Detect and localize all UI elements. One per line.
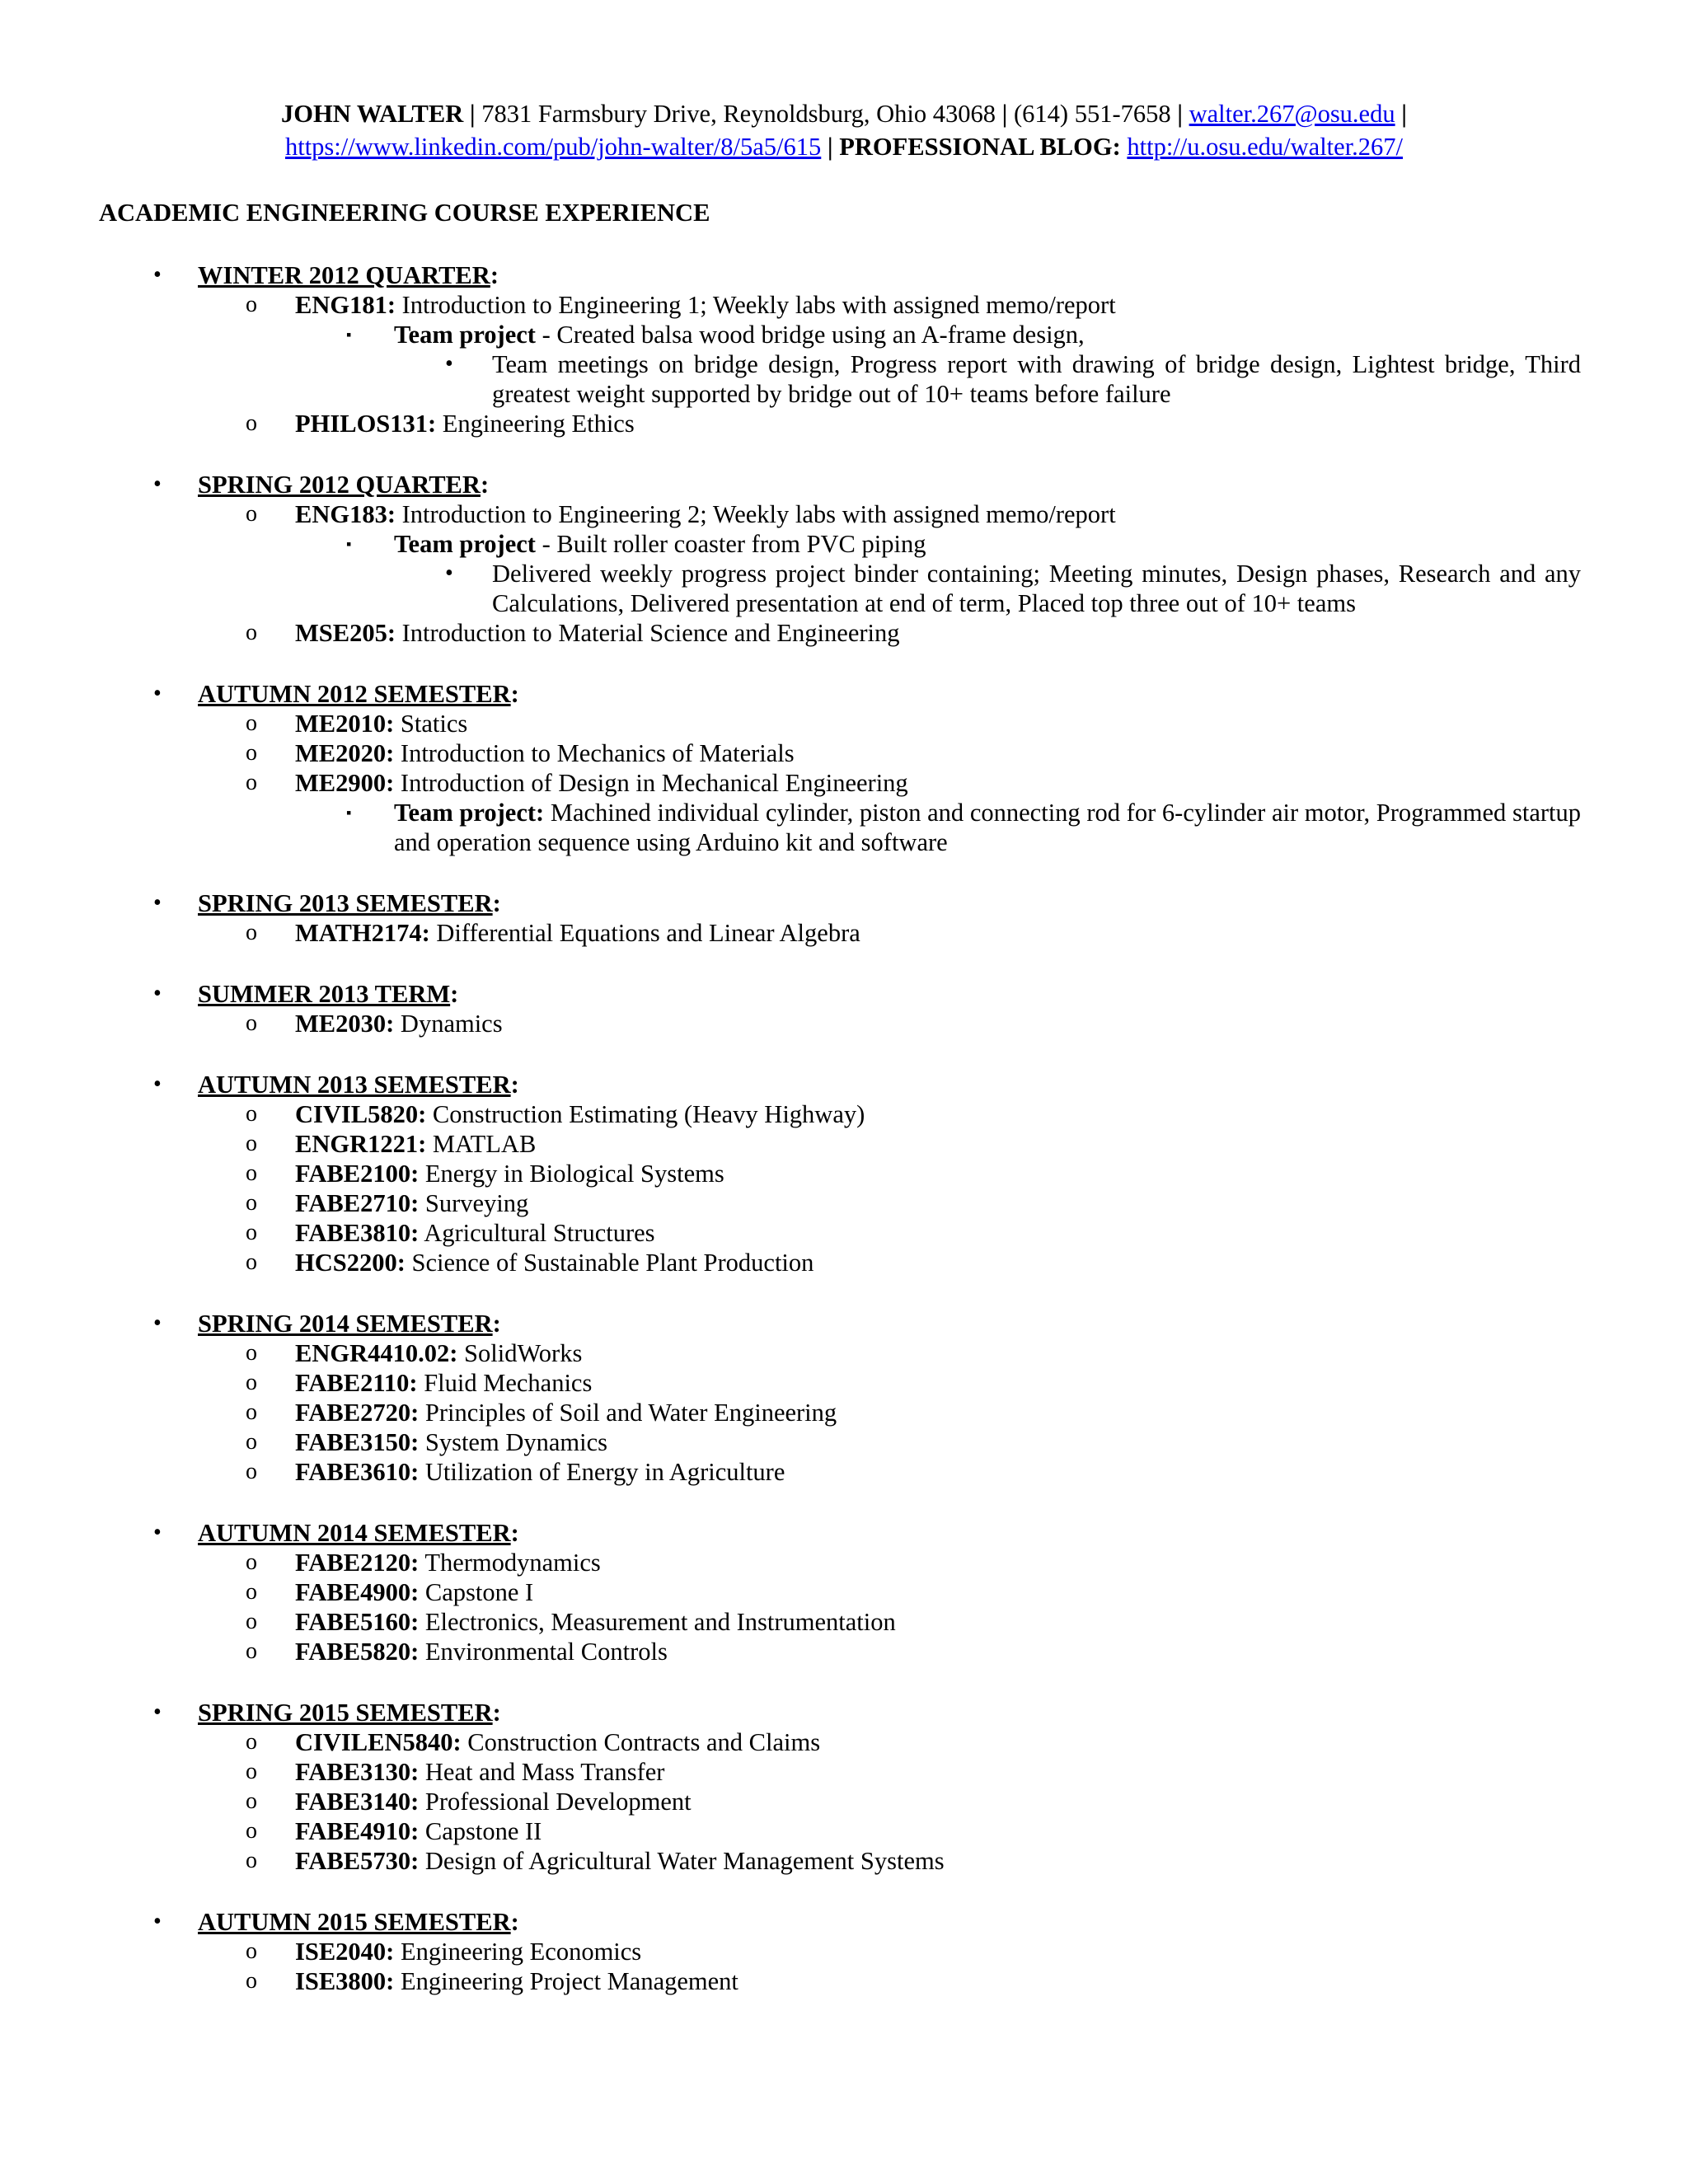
course-description: Dynamics: [394, 1010, 503, 1038]
course-code: FABE5730:: [295, 1847, 420, 1875]
course-description: Surveying: [419, 1189, 529, 1217]
term-section: [0, 1518, 1688, 1666]
project-text: Machined individual cylinder, piston and connecting rod for 6-cylinder air motor, Programmed startup and operation sequence using Arduino kit and software: [394, 799, 1581, 856]
circle-bullet-icon: o: [246, 1938, 257, 1964]
course-item: [0, 1457, 1688, 1487]
contact-line-1: [0, 97, 1688, 130]
circle-bullet-icon: o: [246, 1370, 257, 1395]
blog-link[interactable]: http://u.osu.edu/walter.267/: [1127, 133, 1404, 161]
detail-text: Team meetings on bridge design, Progress report with drawing of bridge design, Lightest bridge, Third greatest weight supported by bridge out of 10+ teams before failure: [492, 350, 1581, 408]
course-code: HCS2200:: [295, 1249, 406, 1277]
team-project: [0, 798, 1688, 857]
circle-bullet-icon: o: [246, 1549, 257, 1575]
circle-bullet-icon: o: [246, 620, 257, 645]
course-description: Thermodynamics: [419, 1549, 601, 1577]
bullet-icon: •: [153, 890, 162, 916]
course-item: [0, 1637, 1688, 1666]
project-text: - Created balsa wood bridge using an A-frame design,: [535, 321, 1085, 349]
course-code: MSE205:: [295, 619, 396, 647]
course-item: [0, 1129, 1688, 1159]
course-item: [0, 290, 1688, 320]
term-colon: :: [492, 889, 501, 917]
course-code: ME2030:: [295, 1010, 395, 1038]
course-description: Science of Sustainable Plant Production: [405, 1249, 814, 1277]
course-item: [0, 918, 1688, 948]
square-bullet-icon: ▪: [346, 536, 352, 552]
course-item: [0, 738, 1688, 768]
project-text: - Built roller coaster from PVC piping: [535, 530, 926, 558]
course-item: [0, 499, 1688, 529]
circle-bullet-icon: o: [246, 770, 257, 795]
bullet-icon: •: [153, 1071, 162, 1097]
project-label: Team project: [394, 530, 536, 558]
separator: |: [469, 100, 476, 128]
course-description: Introduction to Engineering 2; Weekly labs with assigned memo/report: [396, 500, 1116, 528]
course-code: FABE3130:: [295, 1758, 420, 1786]
course-description: Statics: [394, 710, 468, 738]
separator: |: [1177, 100, 1183, 128]
course-code: ISE2040:: [295, 1938, 395, 1966]
circle-bullet-icon: o: [246, 1818, 257, 1844]
term-heading: [0, 979, 1688, 1009]
course-description: SolidWorks: [457, 1339, 583, 1367]
course-description: Engineering Economics: [394, 1938, 642, 1966]
contact-header: [0, 97, 1688, 163]
bullet-icon: •: [153, 1520, 162, 1545]
contact-line-2: [0, 130, 1688, 163]
course-item: [0, 1727, 1688, 1757]
circle-bullet-icon: o: [246, 1131, 257, 1156]
term-label: SPRING 2012 QUARTER: [198, 471, 481, 499]
circle-bullet-icon: o: [246, 1788, 257, 1814]
course-item: [0, 1368, 1688, 1398]
course-description: MATLAB: [426, 1130, 537, 1158]
project-label: Team project:: [394, 799, 545, 827]
circle-bullet-icon: o: [246, 410, 257, 436]
project-label: Team project: [394, 321, 536, 349]
term-label: AUTUMN 2015 SEMESTER: [198, 1908, 511, 1936]
circle-bullet-icon: o: [246, 920, 257, 945]
course-code: PHILOS131:: [295, 410, 437, 438]
course-code: FABE4910:: [295, 1817, 420, 1845]
course-description: Capstone II: [419, 1817, 542, 1845]
course-item: [0, 1816, 1688, 1846]
course-code: ENG183:: [295, 500, 396, 528]
term-colon: :: [510, 1908, 519, 1936]
course-description: Professional Development: [419, 1788, 692, 1816]
course-item: [0, 1577, 1688, 1607]
course-code: ENGR1221:: [295, 1130, 427, 1158]
course-code: FABE3610:: [295, 1458, 420, 1486]
course-code: ISE3800:: [295, 1967, 395, 1995]
detail-text: Delivered weekly progress project binder containing; Meeting minutes, Design phases, Research and any Calculations, Delivered presentation at end of term, Placed top three out of 10+ teams: [492, 560, 1581, 617]
course-code: CIVILEN5840:: [295, 1728, 462, 1756]
linkedin-link[interactable]: https://www.linkedin.com/pub/john-walter/8/5a5/615: [284, 133, 822, 161]
term-colon: :: [492, 1310, 501, 1338]
circle-bullet-icon: o: [246, 1459, 257, 1484]
course-sections: [0, 260, 1688, 2027]
course-description: Introduction to Engineering 1; Weekly labs with assigned memo/report: [396, 291, 1116, 319]
separator: |: [827, 133, 833, 161]
course-item: [0, 618, 1688, 648]
bullet-icon: •: [445, 560, 453, 586]
term-heading: [0, 679, 1688, 709]
bullet-icon: •: [153, 1310, 162, 1336]
course-code: FABE2110:: [295, 1369, 418, 1397]
course-item: [0, 1937, 1688, 1966]
course-code: FABE2710:: [295, 1189, 420, 1217]
course-description: Heat and Mass Transfer: [419, 1758, 665, 1786]
term-label: SUMMER 2013 TERM: [198, 980, 451, 1008]
course-item: [0, 709, 1688, 738]
course-description: Construction Estimating (Heavy Highway): [426, 1100, 865, 1128]
bullet-icon: •: [153, 681, 162, 706]
course-code: ME2020:: [295, 739, 395, 767]
course-description: System Dynamics: [419, 1428, 607, 1456]
course-item: [0, 1188, 1688, 1218]
term-colon: :: [490, 261, 499, 289]
term-section: [0, 979, 1688, 1038]
course-item: [0, 1427, 1688, 1457]
term-colon: :: [480, 471, 490, 499]
course-code: ENGR4410.02:: [295, 1339, 458, 1367]
term-heading: [0, 1698, 1688, 1727]
course-description: Differential Equations and Linear Algebra: [429, 919, 860, 947]
circle-bullet-icon: o: [246, 1340, 257, 1366]
circle-bullet-icon: o: [246, 1220, 257, 1245]
bullet-icon: •: [153, 1909, 162, 1934]
course-item: [0, 1159, 1688, 1188]
term-colon: :: [510, 1071, 519, 1099]
project-detail: [0, 559, 1688, 618]
course-description: Introduction to Material Science and Engineering: [396, 619, 900, 647]
course-code: ENG181:: [295, 291, 396, 319]
course-description: Agricultural Structures: [419, 1219, 655, 1247]
term-label: SPRING 2013 SEMESTER: [198, 889, 493, 917]
square-bullet-icon: ▪: [346, 326, 352, 343]
circle-bullet-icon: o: [246, 1638, 257, 1664]
course-description: Introduction of Design in Mechanical Engineering: [394, 769, 908, 797]
term-section: [0, 679, 1688, 857]
course-code: ME2010:: [295, 710, 395, 738]
circle-bullet-icon: o: [246, 1429, 257, 1455]
address: 7831 Farmsbury Drive, Reynoldsburg, Ohio 43068: [481, 100, 996, 128]
circle-bullet-icon: o: [246, 1010, 257, 1036]
circle-bullet-icon: o: [246, 1848, 257, 1873]
course-description: Utilization of Energy in Agriculture: [419, 1458, 785, 1486]
course-item: [0, 1846, 1688, 1876]
course-item: [0, 1338, 1688, 1368]
term-label: AUTUMN 2014 SEMESTER: [198, 1519, 511, 1547]
term-heading: [0, 470, 1688, 499]
circle-bullet-icon: o: [246, 740, 257, 766]
course-item: [0, 1787, 1688, 1816]
course-code: FABE3140:: [295, 1788, 420, 1816]
course-description: Engineering Ethics: [436, 410, 635, 438]
circle-bullet-icon: o: [246, 1249, 257, 1275]
separator: |: [1001, 100, 1008, 128]
course-code: FABE5820:: [295, 1638, 420, 1666]
separator: |: [1401, 100, 1407, 128]
course-description: Energy in Biological Systems: [419, 1160, 724, 1188]
course-item: [0, 1757, 1688, 1787]
term-heading: [0, 1518, 1688, 1548]
team-project: [0, 529, 1688, 559]
course-code: FABE5160:: [295, 1608, 420, 1636]
term-label: AUTUMN 2012 SEMESTER: [198, 680, 511, 708]
circle-bullet-icon: o: [246, 1968, 257, 1994]
circle-bullet-icon: o: [246, 1609, 257, 1634]
course-item: [0, 1607, 1688, 1637]
course-description: Construction Contracts and Claims: [461, 1728, 821, 1756]
term-section: [0, 888, 1688, 948]
term-label: SPRING 2014 SEMESTER: [198, 1310, 493, 1338]
term-section: [0, 260, 1688, 438]
course-code: MATH2174:: [295, 919, 430, 947]
bullet-icon: •: [153, 981, 162, 1006]
bullet-icon: •: [153, 1699, 162, 1725]
course-code: FABE2100:: [295, 1160, 420, 1188]
course-code: FABE3150:: [295, 1428, 420, 1456]
term-label: AUTUMN 2013 SEMESTER: [198, 1071, 511, 1099]
candidate-name: JOHN WALTER: [281, 100, 464, 128]
course-code: FABE4900:: [295, 1578, 420, 1606]
phone: (614) 551-7658: [1014, 100, 1171, 128]
course-description: Environmental Controls: [419, 1638, 668, 1666]
term-section: [0, 1907, 1688, 1996]
bullet-icon: •: [153, 471, 162, 497]
section-title: ACADEMIC ENGINEERING COURSE EXPERIENCE: [99, 199, 710, 227]
course-item: [0, 768, 1688, 798]
term-section: [0, 1070, 1688, 1277]
course-description: Design of Agricultural Water Management Systems: [419, 1847, 945, 1875]
course-code: FABE3810:: [295, 1219, 420, 1247]
circle-bullet-icon: o: [246, 1160, 257, 1186]
course-code: FABE2720:: [295, 1399, 420, 1427]
course-description: Engineering Project Management: [394, 1967, 738, 1995]
course-description: Capstone I: [419, 1578, 534, 1606]
term-heading: [0, 1309, 1688, 1338]
bullet-icon: •: [153, 262, 162, 288]
course-item: [0, 1548, 1688, 1577]
course-description: Fluid Mechanics: [417, 1369, 593, 1397]
course-code: ME2900:: [295, 769, 395, 797]
circle-bullet-icon: o: [246, 1399, 257, 1425]
bullet-icon: •: [445, 351, 453, 377]
course-description: Introduction to Mechanics of Materials: [394, 739, 795, 767]
course-item: [0, 1009, 1688, 1038]
term-colon: :: [510, 1519, 519, 1547]
course-item: [0, 1966, 1688, 1996]
course-code: CIVIL5820:: [295, 1100, 427, 1128]
course-item: [0, 1398, 1688, 1427]
course-item: [0, 1218, 1688, 1248]
term-section: [0, 1698, 1688, 1876]
course-item: [0, 409, 1688, 438]
term-label: SPRING 2015 SEMESTER: [198, 1699, 493, 1727]
circle-bullet-icon: o: [246, 1579, 257, 1605]
course-description: Electronics, Measurement and Instrumentation: [419, 1608, 896, 1636]
team-project: [0, 320, 1688, 349]
term-heading: [0, 260, 1688, 290]
blog-label: PROFESSIONAL BLOG:: [839, 133, 1121, 161]
term-section: [0, 1309, 1688, 1487]
term-colon: :: [510, 680, 519, 708]
term-label: WINTER 2012 QUARTER: [198, 261, 490, 289]
email-link[interactable]: walter.267@osu.edu: [1189, 100, 1395, 128]
circle-bullet-icon: o: [246, 710, 257, 736]
term-heading: [0, 888, 1688, 918]
term-heading: [0, 1907, 1688, 1937]
course-item: [0, 1248, 1688, 1277]
circle-bullet-icon: o: [246, 1190, 257, 1216]
circle-bullet-icon: o: [246, 1729, 257, 1755]
circle-bullet-icon: o: [246, 292, 257, 317]
term-colon: :: [492, 1699, 501, 1727]
circle-bullet-icon: o: [246, 1101, 257, 1127]
course-item: [0, 1099, 1688, 1129]
circle-bullet-icon: o: [246, 501, 257, 527]
term-colon: :: [450, 980, 459, 1008]
circle-bullet-icon: o: [246, 1759, 257, 1784]
term-section: [0, 470, 1688, 648]
term-heading: [0, 1070, 1688, 1099]
course-description: Principles of Soil and Water Engineering: [419, 1399, 837, 1427]
course-code: FABE2120:: [295, 1549, 420, 1577]
project-detail: [0, 349, 1688, 409]
square-bullet-icon: ▪: [346, 804, 352, 821]
